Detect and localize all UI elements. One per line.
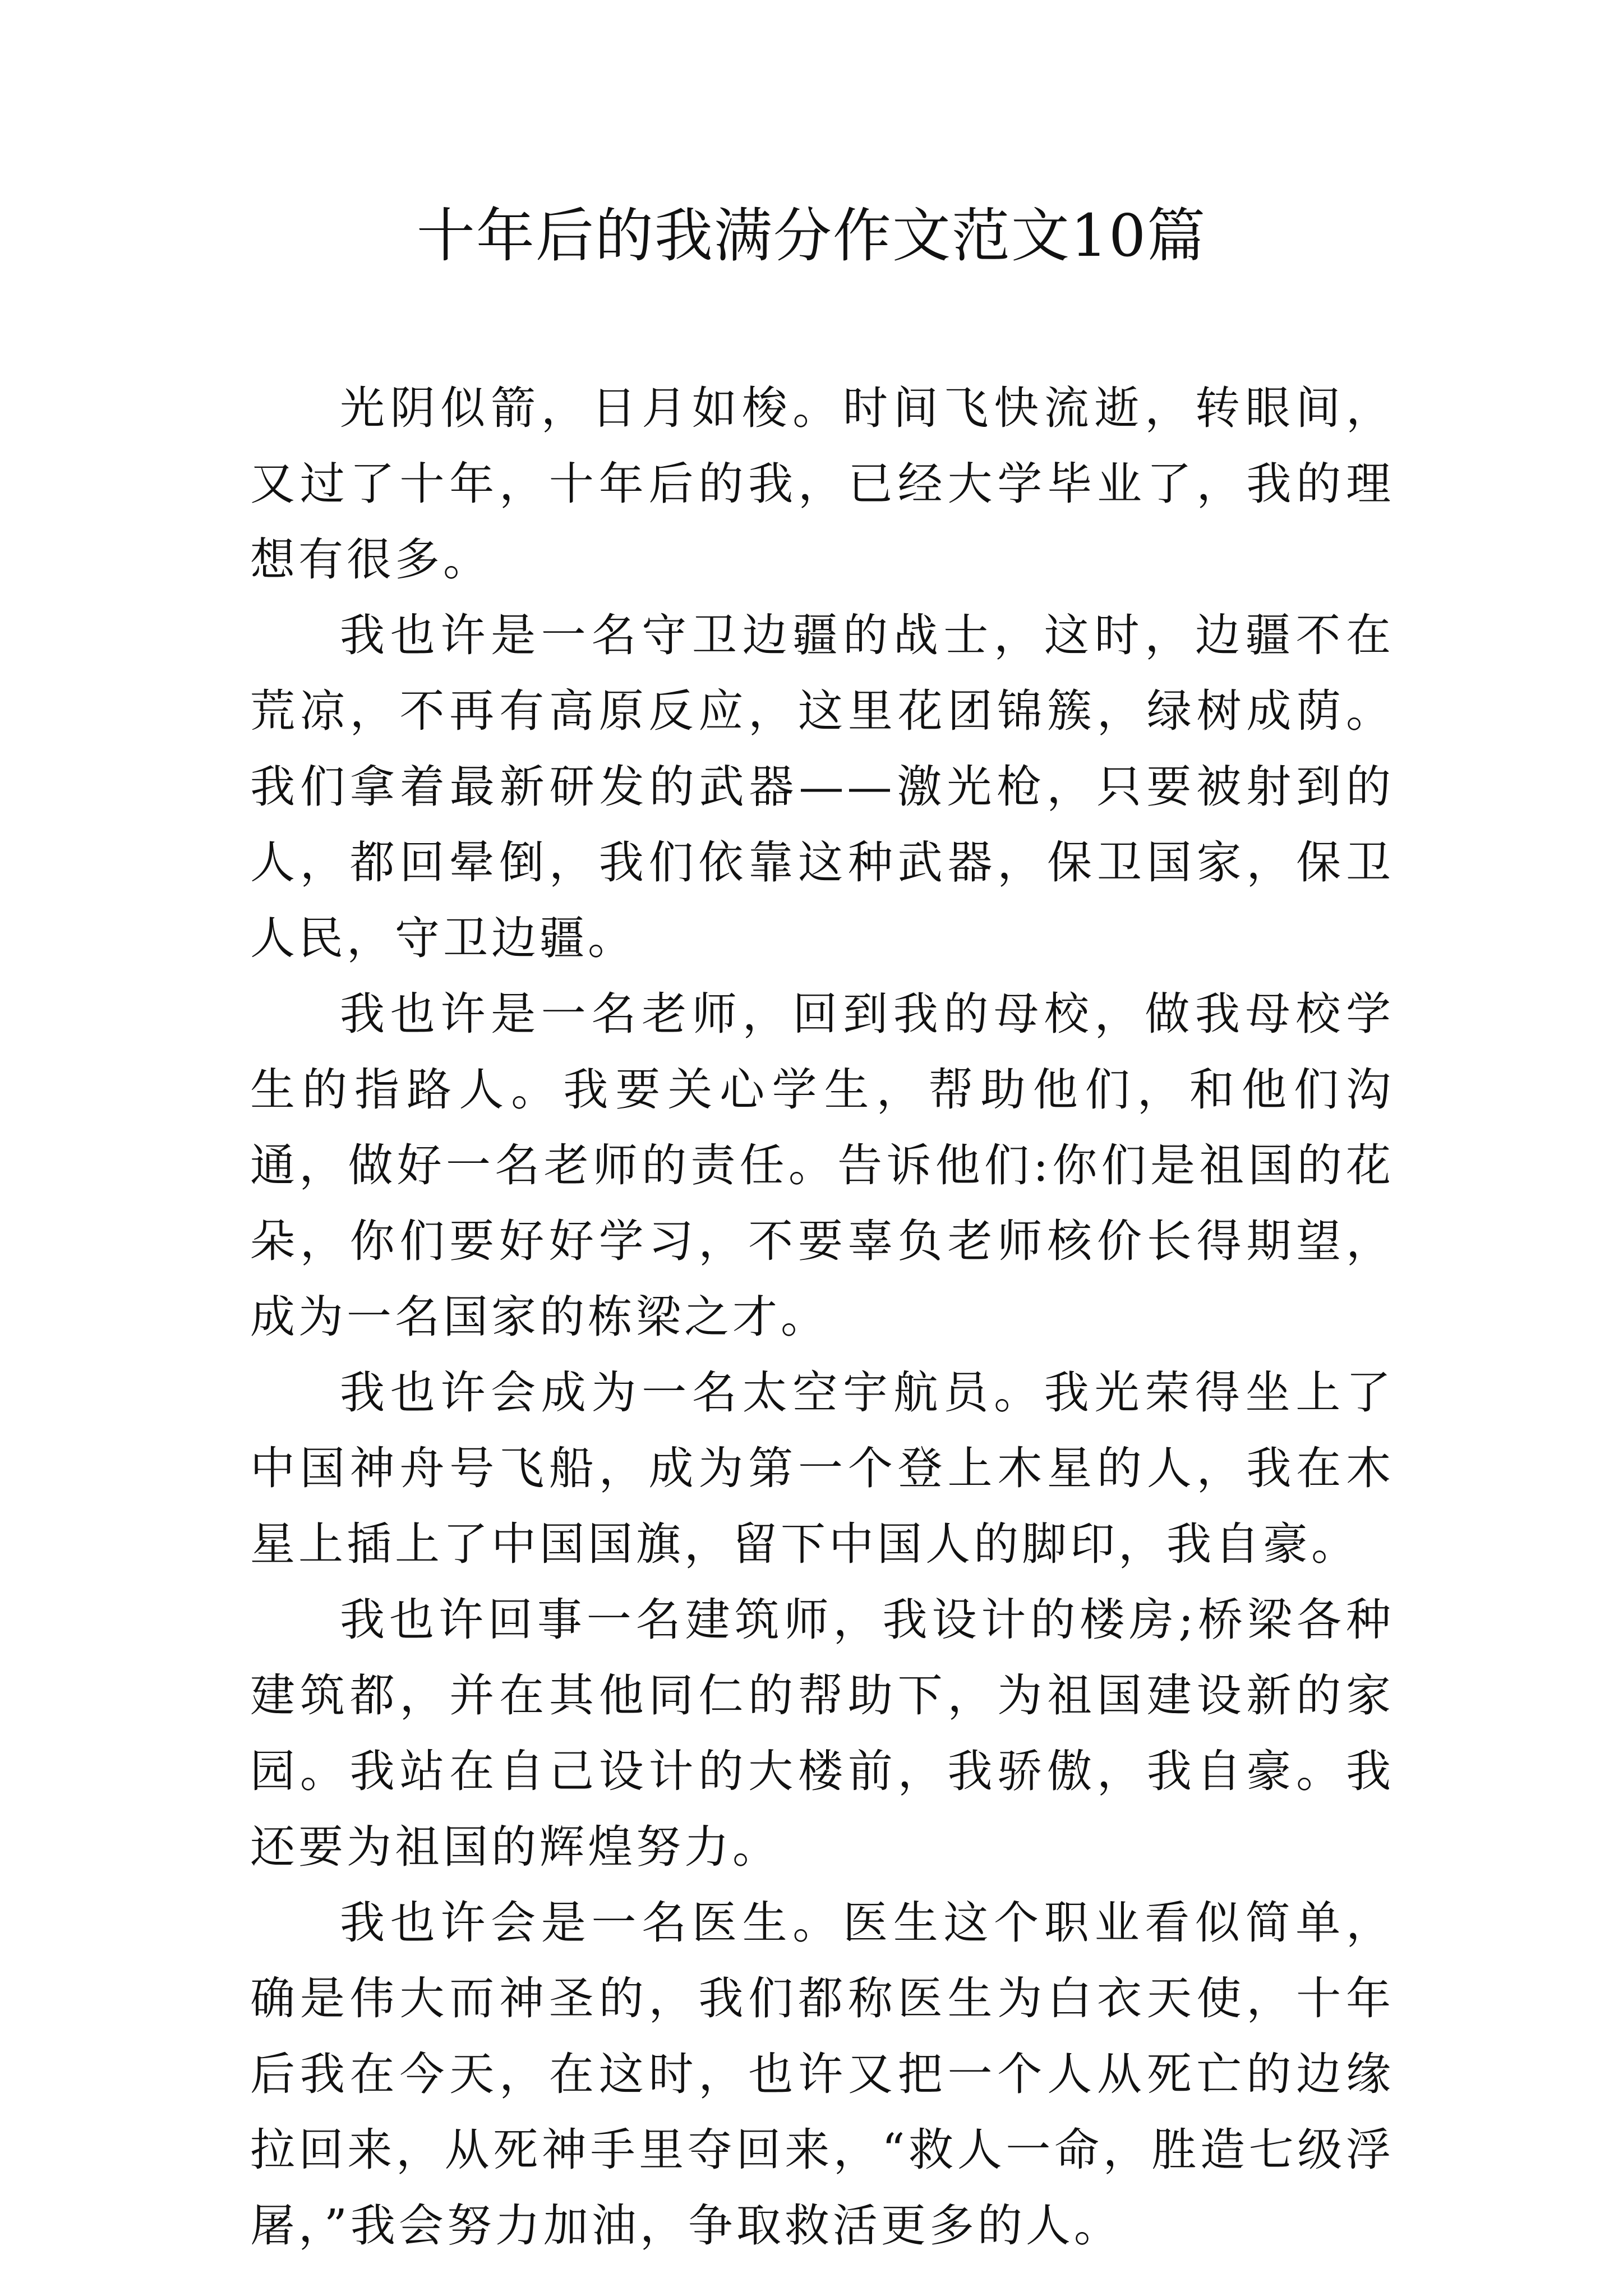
paragraph: 我也许会成为一名太空宇航员。我光荣得坐上了中国神舟号飞船，成为第一个登上木星的人，我在木星上插上了中国国旗，留下中国人的脚印，我自豪。	[250, 1366, 1394, 1570]
paragraph: 我也许是一名守卫边疆的战士，这时，边疆不在荒凉，不再有高原反应，这里花团锦簇，绿树成荫。我们拿着最新研发的武器——激光枪，只要被射到的人，都回晕倒，我们依靠这种武器，保卫国家，保卫人民，守卫边疆。	[250, 609, 1394, 964]
paragraph: 光阴似箭，日月如梭。时间飞快流逝，转眼间，又过了十年，十年后的我，已经大学毕业了，我的理想有很多。	[250, 382, 1394, 586]
paragraph: 我也许是一名老师，回到我的母校，做我母校学生的指路人。我要关心学生，帮助他们，和他们沟通，做好一名老师的责任。告诉他们:你们是祖国的花朵，你们要好好学习，不要辜负老师核价长得期望，成为一名国家的栋梁之才。	[250, 988, 1394, 1343]
document-body	[250, 370, 1394, 2263]
document-title: 十年后的我满分作文范文10篇	[416, 201, 1207, 270]
paragraph: 我也许回事一名建筑师，我设计的楼房;桥梁各种建筑都，并在其他同仁的帮助下，为祖国建设新的家园。我站在自己设计的大楼前，我骄傲，我自豪。我还要为祖国的辉煌努力。	[250, 1594, 1394, 1873]
paragraph: 我也许会是一名医生。医生这个职业看似简单，确是伟大而神圣的，我们都称医生为白衣天使，十年后我在今天，在这时，也许又把一个人从死亡的边缘拉回来，从死神手里夺回来，“救人一命，胜造七级浮屠，”我会努力加油，争取救活更多的人。	[250, 1897, 1394, 2252]
